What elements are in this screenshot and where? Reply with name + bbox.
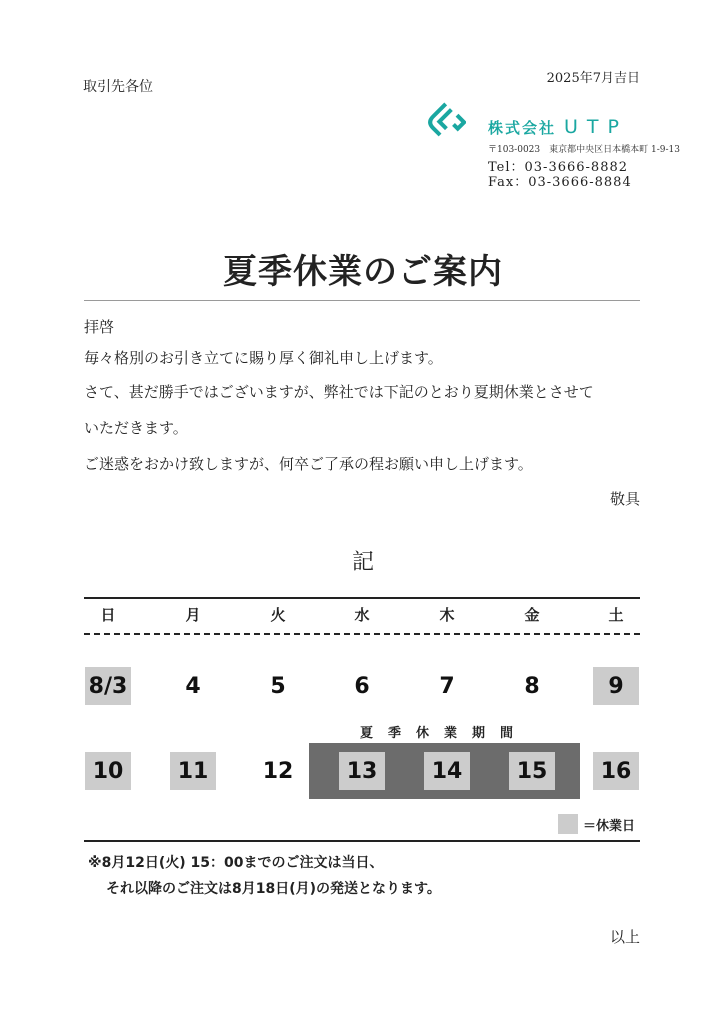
day-cell-holiday: 15 xyxy=(509,752,555,790)
company-brand: UTP xyxy=(564,116,628,138)
day-cell: 4 xyxy=(185,673,201,699)
day-cell: 6 xyxy=(354,673,370,699)
addressee: 取引先各位 xyxy=(83,79,153,95)
letter-line: いただきます。 xyxy=(84,419,188,437)
day-cell: 8 xyxy=(524,673,540,699)
company-type: 株式会社 xyxy=(488,119,557,137)
letter-line: ご迷惑をおかけ致しますが、何卒ご了承の程お願い申し上げます。 xyxy=(84,455,533,473)
weekday-wed: 水 xyxy=(354,606,370,624)
letter-opening: 拝啓 xyxy=(84,318,115,336)
day-cell-holiday: 9 xyxy=(593,667,639,705)
weekday-fri: 金 xyxy=(524,606,540,624)
title-divider xyxy=(84,300,640,301)
end-mark: 以上 xyxy=(609,928,640,946)
holiday-period-label: 夏季休業期間 xyxy=(360,726,529,741)
company-fax: Fax：03-3666-8884 xyxy=(488,175,632,190)
issue-date: 2025年7月吉日 xyxy=(546,71,640,86)
closing-greeting: 敬具 xyxy=(609,490,640,508)
legend-label: ＝休業日 xyxy=(583,819,636,834)
legend-swatch xyxy=(558,814,578,834)
company-address: 〒103-0023 東京都中央区日本橋本町 1-9-13 xyxy=(488,145,680,155)
company-tel: Tel：03-3666-8882 xyxy=(488,160,629,175)
day-cell-holiday: 16 xyxy=(593,752,639,790)
day-cell-holiday: 14 xyxy=(424,752,470,790)
day-cell: 5 xyxy=(270,673,286,699)
calendar-bottom-rule xyxy=(84,840,640,842)
order-note: それ以降のご注文は8月18日(月)の発送となります。 xyxy=(106,881,441,897)
calendar-header-divider xyxy=(84,633,640,635)
weekday-tue: 火 xyxy=(270,606,286,624)
weekday-sun: 日 xyxy=(100,606,116,624)
day-cell-holiday: 8/3 xyxy=(85,667,131,705)
day-cell: 12 xyxy=(262,758,294,784)
company-name xyxy=(488,116,628,138)
letter-line: 毎々格別のお引き立てに賜り厚く御礼申し上げます。 xyxy=(84,349,443,367)
weekday-mon: 月 xyxy=(185,606,201,624)
letter-line: さて、甚だ勝手ではございますが、弊社では下記のとおり夏期休業とさせて xyxy=(84,383,594,401)
order-note: ※8月12日(火) 15：00までのご注文は当日、 xyxy=(88,855,384,871)
page-title: 夏季休業のご案内 xyxy=(223,252,503,292)
calendar-top-rule xyxy=(84,597,640,599)
weekday-thu: 木 xyxy=(439,606,455,624)
day-cell: 7 xyxy=(439,673,455,699)
day-cell-holiday: 13 xyxy=(339,752,385,790)
ki-heading: 記 xyxy=(351,550,374,575)
day-cell-holiday: 11 xyxy=(170,752,216,790)
utp-logo-icon xyxy=(424,102,466,144)
day-cell-holiday: 10 xyxy=(85,752,131,790)
weekday-sat: 土 xyxy=(608,606,624,624)
